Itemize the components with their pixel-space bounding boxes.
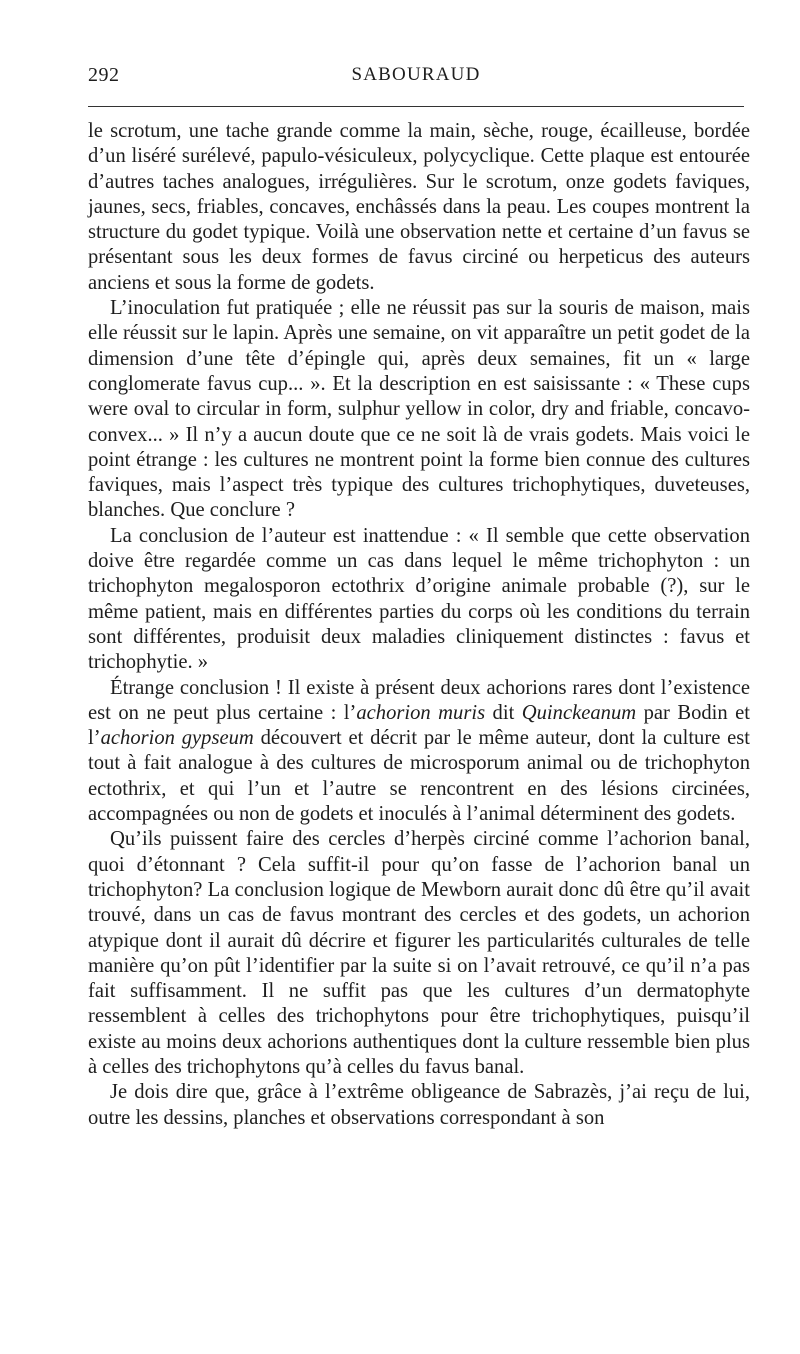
- page-number: 292: [88, 64, 120, 86]
- running-title: SABOURAUD: [351, 64, 481, 85]
- species-name-quinckeanum: Quinckeanum: [521, 701, 637, 724]
- species-name-achorion-gypseum: achorion gypseum: [100, 727, 254, 750]
- header-rule: [88, 106, 744, 107]
- paragraph-5: Qu’ils puissent faire des cercles d’herpès circiné comme l’achorion banal, quoi d’étonnant ? Cela suffit-il pour qu’on fasse de l’achorion banal un trichophyton? La conclusion logique de Mewborn aurait donc dû être qu’il avait trouvé, dans un cas de favus montrant des cercles et des godets, un achorion atypique dont il aurait dû décrire et figurer les particularités culturales de telle manière qu’on pût l’identifier par la suite si on l’avait retrouvé, ce qu’il n’a pas fait suffisamment. Il ne suffit pas que les cultures d’un dermatophyte ressemblent à celles des trichophytons pour être trichophytiques, puisqu’il existe au moins deux achorions authentiques dont la culture ressemble bien plus à celles des trichophytons qu’à celles du favus banal.: [88, 828, 750, 1078]
- paragraph-4-text-2: dit: [485, 701, 522, 724]
- paragraph-4: [88, 676, 750, 828]
- paragraph-4-text-3: par Bodin et l’: [88, 701, 750, 750]
- paragraph-2: L’inoculation fut pratiquée ; elle ne réussit pas sur la souris de maison, mais elle réussit sur le lapin. Après une semaine, on vit apparaître un petit godet de la dimension d’une tête d’épingle qui, après deux semaines, fit un « large conglomerate favus cup... ». Et la description en est saisissante : « These cups were oval to circular in form, sulphur yellow in color, dry and friable, concavo-convex... » Il n’y a aucun doute que ce ne soit là de vrais godets. Mais voici le point étrange : les cultures ne montrent point la forme bien connue des cultures faviques, mais l’aspect très typique des cultures trichophytiques, duveteuses, blanches. Que conclure ?: [88, 297, 750, 522]
- paragraph-4-text-4: découvert et décrit par le même auteur, dont la culture est tout à fait analogue à des cultures de microsporum animal ou de trichophyton ectothrix, et qui l’un et l’autre se rencontrent en des lésions circinées, accompagnées ou non de godets et inoculés à l’animal déterminent des godets.: [88, 727, 750, 826]
- running-head: [88, 64, 744, 98]
- paragraph-3: La conclusion de l’auteur est inattendue : « Il semble que cette observation doive être regardée comme un cas dans lequel le même trichophyton : un trichophyton megalosporon ectothrix d’origine animale probable (?), sur le même patient, mais en différentes parties du corps où les conditions du terrain sont différentes, produisit deux maladies cliniquement distinctes : favus et trichophytie. »: [88, 524, 750, 674]
- paragraph-6: Je dois dire que, grâce à l’extrême obligeance de Sabrazès, j’ai reçu de lui, outre les dessins, planches et observations correspondant à son: [88, 1081, 750, 1129]
- body-text: [88, 119, 750, 1131]
- paragraph-1: le scrotum, une tache grande comme la main, sèche, rouge, écailleuse, bordée d’un liséré surélevé, papulo-vésiculeux, polycyclique. Cette plaque est entourée d’autres taches analogues, irrégulières. Sur le scrotum, onze godets faviques, jaunes, secs, friables, concaves, enchâssés dans la peau. Les coupes montrent la structure du godet typique. Voilà une observation nette et certaine d’un favus se présentant sous les deux formes de favus circiné ou herpeticus des auteurs anciens et sous la forme de godets.: [88, 120, 750, 294]
- paragraph-4-text-1: Étrange conclusion ! Il existe à présent deux achorions rares dont l’existence est on ne peut plus certaine : l’: [88, 676, 750, 724]
- species-name-achorion-muris: achorion muris: [356, 701, 486, 724]
